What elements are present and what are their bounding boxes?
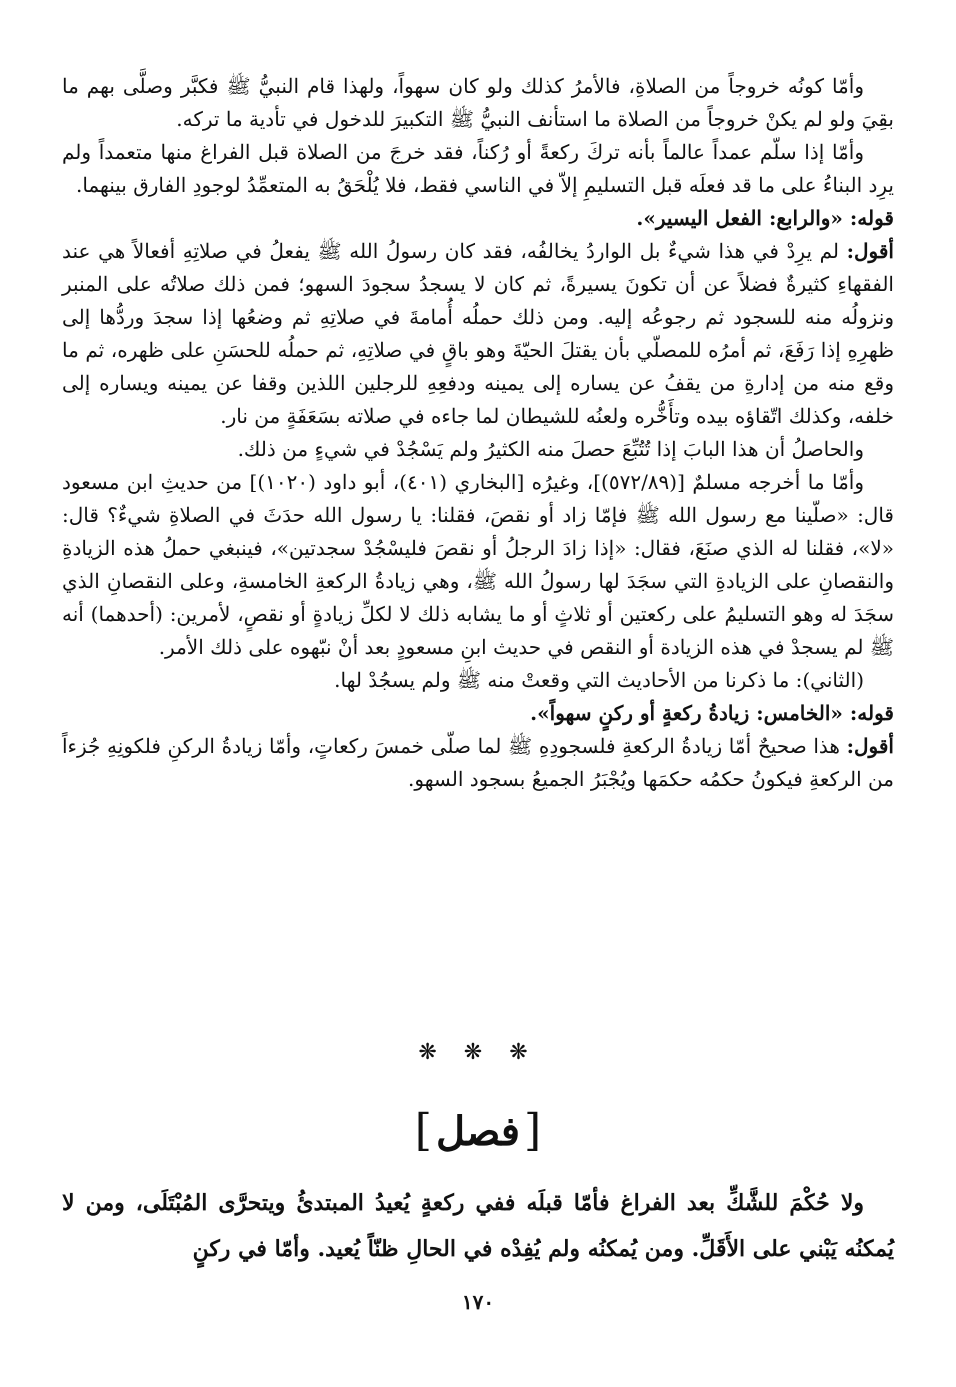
section-paragraph: ولا حُكْمَ للشَّكِّ بعد الفراغ فأمّا قبلَه ففي ركعةٍ يُعيدُ المبتدئُ ويتحرَّى المُبْتَلَى، ومن لا يُمكنُه يَبْني على الأَقَلِّ. ومن يُمكنُه ولم يُفِدْه في الحالِ ظنّاً يُعيد. وأمّا في ركنٍ [62, 1190, 894, 1262]
paragraph: قوله: «الخامس: زيادةُ ركعةٍ أو ركنٍ سهواً». [530, 701, 894, 725]
section-heading-text: فصل [435, 1108, 521, 1155]
section-separator: ❋ ❋ ❋ [418, 1040, 538, 1065]
paragraph: وأمّا إذا سلّم عمداً عالماً بأنه تركَ ركعةً أو رُكناً، فقد خرجَ من الصلاة قبل الفراغ منها متعمداً ولم يرِد البناءُ على ما قد فعلَه قبل التسليمِ إلاّ في الناسي فقط، فلا يُلْحَقُ به المتعمِّدُ لوجودِ الفارق بينهما. [62, 140, 894, 197]
main-text [62, 70, 894, 796]
page-number: ١٧٠ [461, 1290, 495, 1314]
section-body [62, 1180, 894, 1272]
section-heading: [فصل] [414, 1105, 542, 1156]
paragraph: وأمّا كونُه خروجاً من الصلاةِ، فالأمرُ كذلك ولو كان سهواً، ولهذا قام النبيُّ ﷺ فكبَّر وصلَّى بهم ما بقِيَ ولو لم يكنْ خروجاً من الصلاة ما استأنف النبيُّ ﷺ التكبيرَ للدخول في تأدية ما تركه. [62, 74, 894, 131]
paragraph: أقول: هذا صحيحٌ أمّا زيادةُ الركعةِ فلسجودِهِ ﷺ لما صلّى خمسَ ركعاتٍ، وأمّا زيادةُ الركنِ فلكونِهِ جُزءاً من الركعةِ فيكونُ حكمُه حكمَها ويُجْبَرُ الجميعُ بسجود السهو. [62, 734, 894, 791]
paragraph: والحاصلُ أن هذا البابَ إذا تُتُبِّعَ حصلَ منه الكثيرُ ولم يَسْجُدْ في شيءٍ من ذلك. [237, 437, 864, 461]
paragraph: وأمّا ما أخرجه مسلمٌ [(٥٧٢/٨٩)]، وغيرُه [البخاري (٤٠١)، أبو داود (١٠٢٠)] من حديثِ ابن مسعود قال: «صلّينا مع رسول الله ﷺ فإمّا زاد أو نقصَ، فقلنا: يا رسول الله حدَثَ في الصلاةِ شيءٌ؟ قال: «لا»، فقلنا له الذي صنَعَ، فقال: «إذا زادَ الرجلُ أو نقصَ فليسْجُدْ سجدتين»، فينبغي حملُ هذه الزيادةِ والنقصانِ على الزيادةِ التي سجَدَ لها رسولُ الله ﷺ، وهي زيادةُ الركعةِ الخامسةِ، وعلى النقصانِ الذي سجَدَ له وهو التسليمُ على ركعتين أو ثلاثٍ أو ما يشابه ذلك لا لكلِّ زيادةٍ أو نقصٍ، لأمرين: (أحدهما) أنه ﷺ لم يسجدْ في هذه الزيادة أو النقص في حديث ابنِ مسعودٍ بعد أنْ نبّهوه على ذلك الأمر. [62, 470, 894, 659]
paragraph: أقول: لم يرِدْ في هذا شيءٌ بل الواردُ يخالفُه، فقد كان رسولُ الله ﷺ يفعلُ في صلاتِهِ أفعالاً هي عند الفقهاءِ كثيرةٌ فضلاً عن أن تكونَ يسيرةً، ثم كان لا يسجدُ سجودَ السهو؛ فمن ذلك صلاتُه على المنبر ونزولُه منه للسجود ثم رجوعُه إليه. ومن ذلك حملُه أُمامةَ في صلاتِهِ ثم وضعُها إذا سجدَ وردُّها إلى ظهرِهِ إذا رَفَعَ، ثم أمرُه للمصلّي بأن يقتلَ الحيّةَ وهو باقٍ في صلاتِهِ، ثم حملُه للحسَنِ على ظهره، ثم ما وقع منه من إدارةِ من يقفُ عن يساره إلى يمينه ودفعِهِ للرجلين اللذين وقفا عن يمينه ويساره إلى خلفه، وكذلك اتّقاؤه بيده وتأَخُّره ولعنُه للشيطان لما جاءه في صلاته بسَعَفَةٍ من نار. [62, 239, 894, 428]
paragraph: قوله: «والرابع: الفعل اليسير». [636, 206, 894, 230]
paragraph: (الثاني): ما ذكرنا من الأحاديث التي وقعتْ منه ﷺ ولم يسجُدْ لها. [334, 668, 864, 692]
